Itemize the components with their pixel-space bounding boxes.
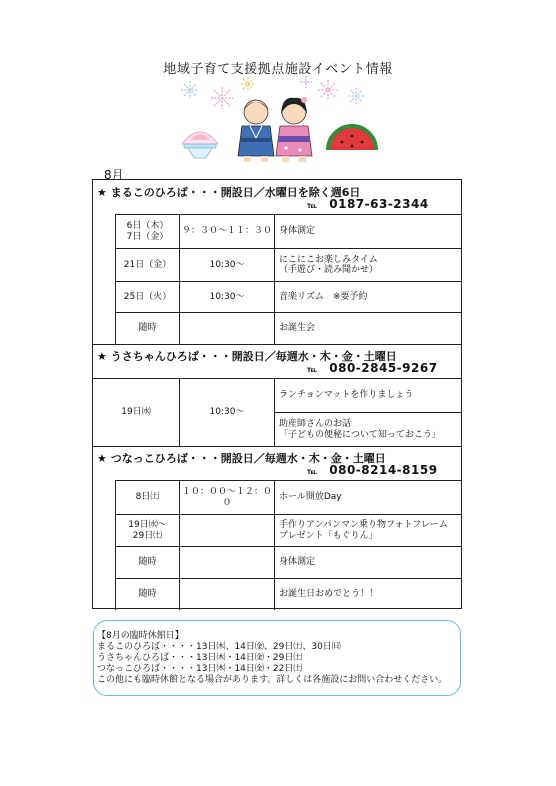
- table-row-event: お誕生会: [279, 323, 316, 334]
- tel-tsunakko: ℡ 080-8214-8159: [307, 463, 438, 477]
- tel-icon: ℡: [307, 201, 318, 210]
- tel-icon: ℡: [307, 467, 318, 476]
- table-row-date: 19日㈬～ 29日㈯: [128, 520, 167, 541]
- watermelon-icon: [328, 126, 376, 150]
- table-row-date: 随時: [138, 557, 157, 568]
- fireworks-icon: [181, 76, 364, 109]
- table-row-date: 25日（火）: [123, 291, 172, 302]
- table-row-event: 身体測定: [279, 226, 316, 237]
- month-label: 8月: [104, 168, 124, 182]
- table-row-date: 随時: [138, 323, 157, 334]
- table-row-time: 10:30～: [209, 291, 245, 302]
- table-row-event: お誕生日おめでとう！！: [279, 588, 379, 599]
- notice-title: 【8月の臨時休館日】: [97, 631, 184, 641]
- table-row-event: にこにこお楽しみタイム （手遊び・読み聞かせ）: [279, 254, 379, 275]
- girl-yukata-icon: [276, 97, 312, 162]
- closure-notice: [93, 620, 461, 696]
- tel-icon: ℡: [307, 365, 318, 374]
- summer-illustration: [178, 76, 378, 166]
- notice-line: つなっこひろば・・・・13日㈭・14日㈮・22日㈯: [97, 664, 303, 674]
- page-title: 地域子育て支援拠点施設イベント情報: [163, 62, 393, 77]
- shaved-ice-icon: [182, 132, 218, 158]
- notice-line: うさちゃんひろば・・・13日㈭・14日㈮・29日㈯: [97, 653, 303, 663]
- table-row-time: 10:30～: [209, 259, 245, 270]
- table-row-time: １０：００～１２：００: [181, 487, 272, 508]
- section-heading-tsunakko: ★ つなっこひろば・・・開設日／毎週水・木・金・土曜日: [97, 452, 386, 465]
- table-row-time: 10:30～: [209, 407, 245, 418]
- boy-yukata-icon: [238, 100, 274, 162]
- table-row-date: 6日（木） 7日（金）: [126, 221, 169, 242]
- table-row-event: 身体測定: [279, 557, 316, 568]
- section-heading-maruko: ★ まるこのひろば・・・開設日／水曜日を除く週6日: [97, 186, 361, 199]
- table-row-event: 助産師さんのお話 「子どもの便秘について知っておこう」: [279, 419, 441, 440]
- tel-maruko: ℡ 0187-63-2344: [307, 197, 429, 211]
- table-row-date: 21日（金）: [123, 259, 172, 270]
- table-row-date: 随時: [138, 588, 157, 599]
- tel-usachan: ℡ 080-2845-9267: [307, 361, 438, 375]
- table-row-time: ９：３０～１１：３０: [181, 226, 272, 237]
- table-row-event: 手作りアンパンマン乗り物フォトフレーム プレゼント「もぐりん」: [279, 520, 448, 541]
- table-row-event: ホール開放Day: [279, 492, 342, 503]
- table-row-event: 音楽リズム ※要予約: [279, 291, 368, 302]
- notice-line: まるこのひろば・・・・13日㈭、14日㈮、29日㈯、30日㈰: [97, 642, 341, 652]
- table-row-date: 8日㈯: [135, 492, 160, 503]
- table-row-event: ランチョンマットを作りましょう: [279, 390, 414, 401]
- schedule-table: [92, 179, 462, 609]
- notice-line: この他にも臨時休館となる場合があります。詳しくは各施設にお問い合わせください。: [97, 675, 448, 685]
- section-heading-usachan: ★ うさちゃんひろば・・・開設日／毎週水・木・金・土曜日: [97, 350, 397, 363]
- table-row-date: 19日㈬: [121, 407, 151, 418]
